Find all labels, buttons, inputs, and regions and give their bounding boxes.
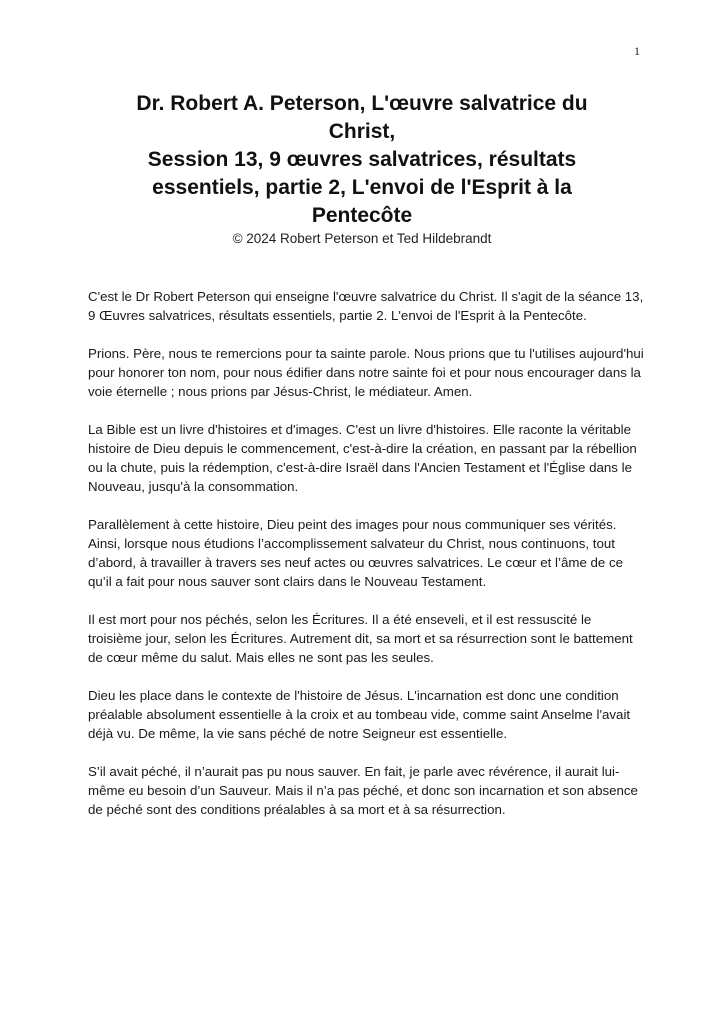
paragraph: S’il avait péché, il n’aurait pas pu nous sauver. En fait, je parle avec révérence, il aurait lui-même eu besoin d’un Sauveur. Mais il n’a pas péché, et donc son incarnation et son absence de péché sont des conditions préalables à sa mort et à sa résurrection. <box>88 764 638 817</box>
document-header <box>100 90 624 248</box>
paragraph: Parallèlement à cette histoire, Dieu peint des images pour nous communiquer ses vérités. Ainsi, lorsque nous étudions l’accomplissement salvateur du Christ, nous continuons, tout d’abord, à travailler à travers ses neuf actes ou œuvres salvatrices. Le cœur et l’âme de ce qu’il a fait pour nous sauver sont clairs dans le Nouveau Testament. <box>88 517 624 589</box>
page-number: 1 <box>634 44 640 58</box>
document-body <box>88 287 644 838</box>
title-line: Christ, <box>328 120 396 143</box>
paragraph: Prions. Père, nous te remercions pour ta sainte parole. Nous prions que tu l'utilises aujourd'hui pour honorer ton nom, pour nous édifier dans notre sainte foi et pour nous encourager dans la voie éternelle ; nous prions par Jésus-Christ, le médiateur. Amen. <box>88 346 644 399</box>
title-line: Session 13, 9 œuvres salvatrices, résultats <box>147 148 577 171</box>
title-line: essentiels, partie 2, L'envoi de l'Esprit à la <box>152 176 572 199</box>
title-line: Pentecôte <box>311 204 413 227</box>
paragraph: La Bible est un livre d'histoires et d'images. C'est un livre d'histoires. Elle raconte la véritable histoire de Dieu depuis le commencement, c'est-à-dire la création, en passant par la rébellion ou la chute, puis la rédemption, c'est-à-dire Israël dans l'Ancien Testament et l'Église dans le Nouveau, jusqu'à la consommation. <box>88 422 637 494</box>
paragraph: Il est mort pour nos péchés, selon les Écritures. Il a été enseveli, et il est ressuscité le troisième jour, selon les Écritures. Autrement dit, sa mort et sa résurrection sont le battement de cœur même du salut. Mais elles ne sont pas les seules. <box>88 612 633 665</box>
title-line: Dr. Robert A. Peterson, L'œuvre salvatrice du <box>136 92 588 115</box>
copyright-line: © 2024 Robert Peterson et Ted Hildebrandt <box>232 231 492 246</box>
paragraph: C'est le Dr Robert Peterson qui enseigne l'œuvre salvatrice du Christ. Il s'agit de la séance 13, 9 Œuvres salvatrices, résultats essentiels, partie 2. L'envoi de l'Esprit à la Pentecôte. <box>88 289 644 323</box>
paragraph: Dieu les place dans le contexte de l'histoire de Jésus. L'incarnation est donc une condition préalable absolument essentielle à la croix et au tombeau vide, comme saint Anselme l'avait déjà vu. De même, la vie sans péché de notre Seigneur est essentielle. <box>88 688 631 741</box>
